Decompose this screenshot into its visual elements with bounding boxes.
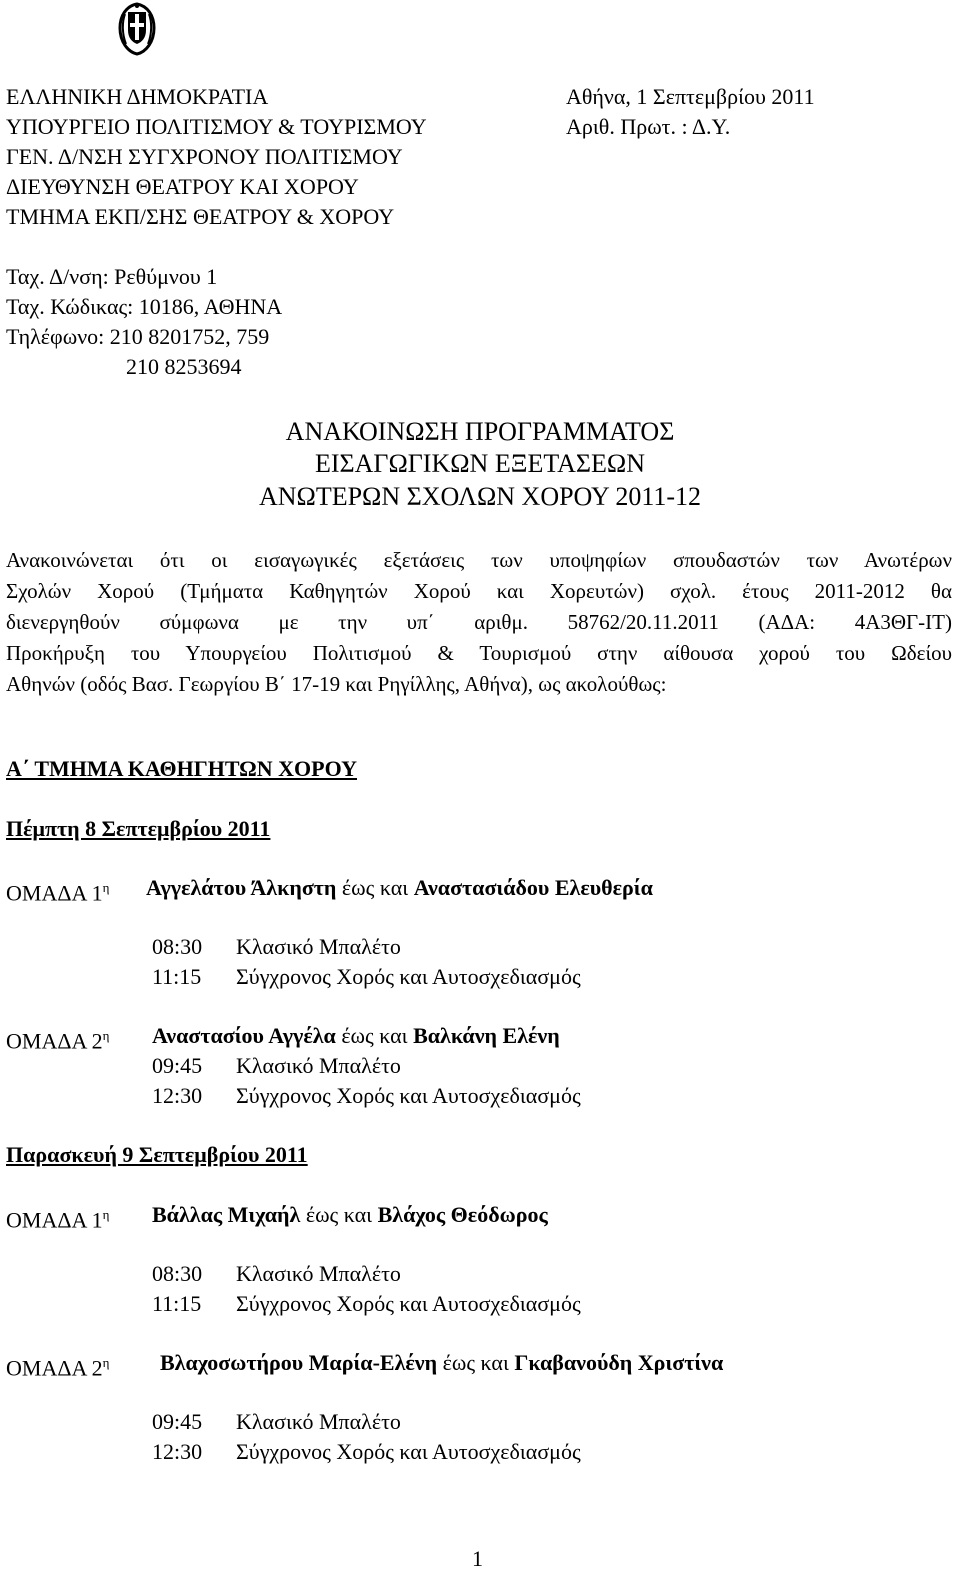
protocol-number: Αριθ. Πρωτ. : Δ.Υ. <box>566 114 731 139</box>
org-line-2: ΥΠΟΥΡΓΕΙΟ ΠΟΛΙΤΙΣΜΟΥ & ΤΟΥΡΙΣΜΟΥ <box>6 114 427 139</box>
slot-time: 08:30 <box>152 934 203 959</box>
slot-subject: Σύγχρονος Χορός και Αυτοσχεδιασμός <box>236 1291 581 1316</box>
title-line-1: ΑΝΑΚΟΙΝΩΣΗ ΠΡΟΓΡΑΜΜΑΤΟΣ <box>285 417 675 446</box>
range-to: Βλάχος Θεόδωρος <box>377 1202 548 1227</box>
range-joiner: έως και <box>305 1202 373 1227</box>
org-line-5: ΤΜΗΜΑ ΕΚΠ/ΣΗΣ ΘΕΑΤΡΟΥ & ΧΟΡΟΥ <box>6 204 395 229</box>
contact-phone-2: 210 8253694 <box>126 354 242 379</box>
slot-subject: Κλασικό Μπαλέτο <box>236 1261 401 1286</box>
intro-line-2: Σχολών Χορού (Τμήματα Καθηγητών Χορού και Χορευτών) σχολ. έτους 2011-2012 θα <box>6 579 952 603</box>
group-label: ΟΜΑΔΑ $1^\eta$ <box>6 1207 110 1233</box>
group-label: ΟΜΑΔΑ $1^\eta$ <box>6 880 110 906</box>
range-joiner: έως και <box>442 1350 509 1375</box>
contact-phone-1: Τηλέφωνο: 210 8201752, 759 <box>6 324 270 349</box>
intro-line-4: Προκήρυξη του Υπουργείου Πολιτισμού & Τουρισμού στην αίθουσα χορού του Ωδείου <box>6 641 952 665</box>
group-range <box>160 1348 723 1378</box>
title-line-3: ΑΝΩΤΕΡΩΝ ΣΧΟΛΩΝ ΧΟΡΟΥ 2011-12 <box>258 482 702 511</box>
range-to: Αναστασιάδου Ελευθερία <box>413 875 653 900</box>
group-range <box>146 873 653 903</box>
title-line-2: ΕΙΣΑΓΩΓΙΚΩΝ ΕΞΕΤΑΣΕΩΝ <box>314 449 646 478</box>
org-line-3: ΓΕΝ. Δ/ΝΣΗ ΣΥΓΧΡΟΝΟΥ ΠΟΛΙΤΙΣΜΟΥ <box>6 144 403 169</box>
slot-time: 08:30 <box>152 1261 203 1286</box>
group-range <box>152 1200 548 1230</box>
intro-line-3: διενεργηθούν σύμφωνα με την υπ΄ αριθμ. 58762/20.11.2011 (ΑΔΑ: 4Α3ΘΓ-ΙΤ) <box>6 610 952 634</box>
slot-time: 12:30 <box>152 1083 203 1108</box>
group-range <box>152 1021 560 1051</box>
contact-address: Ταχ. Δ/νση: Ρεθύμνου 1 <box>6 264 218 289</box>
slot-subject: Κλασικό Μπαλέτο <box>236 934 401 959</box>
range-from: Αναστασίου Αγγέλα <box>152 1023 336 1048</box>
range-to: Γκαβανούδη Χριστίνα <box>514 1350 724 1375</box>
slot-subject: Σύγχρονος Χορός και Αυτοσχεδιασμός <box>236 1439 581 1464</box>
section-title: Α΄ ΤΜΗΜΑ ΚΑΘΗΓΗΤΩΝ ΧΟΡΟΥ <box>6 756 358 781</box>
day-heading: Πέμπτη 8 Σεπτεμβρίου 2011 <box>6 816 271 841</box>
slot-subject: Σύγχρονος Χορός και Αυτοσχεδιασμός <box>236 1083 581 1108</box>
greek-coat-of-arms-icon <box>116 0 158 56</box>
slot-subject: Κλασικό Μπαλέτο <box>236 1409 401 1434</box>
range-from: Βλαχοσωτήρου Μαρία-Ελένη <box>160 1350 438 1375</box>
group-label: ΟΜΑΔΑ $2^\eta$ <box>6 1355 110 1381</box>
slot-time: 09:45 <box>152 1053 203 1078</box>
slot-time: 11:15 <box>152 964 202 989</box>
slot-time: 11:15 <box>152 1291 202 1316</box>
contact-postal: Ταχ. Κώδικας: 10186, ΑΘΗΝΑ <box>6 294 283 319</box>
range-joiner: έως και <box>341 1023 408 1048</box>
slot-subject: Κλασικό Μπαλέτο <box>236 1053 401 1078</box>
slot-time: 09:45 <box>152 1409 203 1434</box>
org-line-1: ΕΛΛΗΝΙΚΗ ΔΗΜΟΚΡΑΤΙΑ <box>6 84 269 109</box>
page-number: 1 <box>472 1546 483 1571</box>
range-joiner: έως και <box>341 875 409 900</box>
range-from: Αγγελάτου Άλκηστη <box>146 875 337 900</box>
range-from: Βάλλας Μιχαήλ <box>152 1202 301 1227</box>
day-heading: Παρασκευή 9 Σεπτεμβρίου 2011 <box>6 1142 308 1167</box>
document-date: Αθήνα, 1 Σεπτεμβρίου 2011 <box>566 84 815 109</box>
range-to: Βαλκάνη Ελένη <box>413 1023 560 1048</box>
intro-line-5: Αθηνών (οδός Βασ. Γεωργίου Β΄ 17-19 και Ρηγίλλης, Αθήνα), ως ακολούθως: <box>6 672 667 696</box>
slot-time: 12:30 <box>152 1439 203 1464</box>
org-line-4: ΔΙΕΥΘΥΝΣΗ ΘΕΑΤΡΟΥ ΚΑΙ ΧΟΡΟΥ <box>6 174 359 199</box>
group-label: ΟΜΑΔΑ $2^\eta$ <box>6 1028 110 1054</box>
slot-subject: Σύγχρονος Χορός και Αυτοσχεδιασμός <box>236 964 581 989</box>
intro-line-1: Ανακοινώνεται ότι οι εισαγωγικές εξετάσεις των υποψηφίων σπουδαστών των Ανωτέρων <box>6 548 952 572</box>
